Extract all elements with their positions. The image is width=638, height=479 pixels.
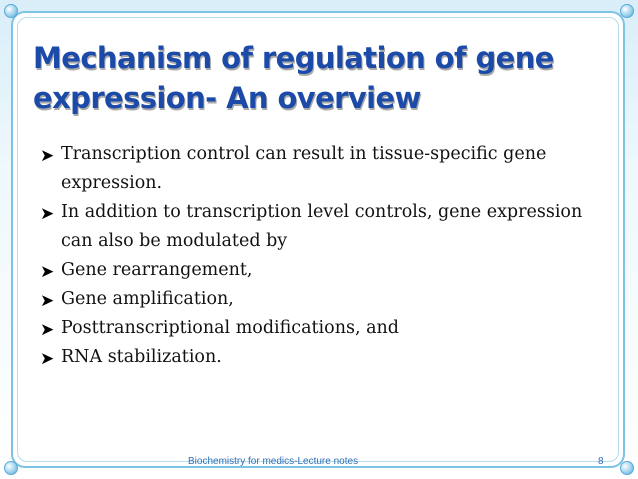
- bullet-text: Posttranscriptional modifications, and: [61, 318, 399, 338]
- bullet-item: [40, 198, 600, 256]
- bullet-arrow-icon: ➤: [40, 349, 55, 369]
- bullet-text: Transcription control can result in tissue-specific gene expression.: [61, 144, 547, 193]
- slide-footer: Biochemistry for medics-Lecture notes: [188, 456, 359, 467]
- bullet-arrow-icon: ➤: [40, 146, 55, 166]
- bullet-list: [40, 140, 600, 372]
- bullet-item: [40, 256, 600, 285]
- bullet-arrow-icon: ➤: [40, 320, 55, 340]
- frame-corner-dot-icon: [620, 461, 634, 475]
- bullet-item: [40, 343, 600, 372]
- bullet-item: [40, 285, 600, 314]
- frame-corner-dot-icon: [620, 4, 634, 18]
- bullet-item: [40, 140, 600, 198]
- bullet-item: [40, 314, 600, 343]
- bullet-text: Gene rearrangement,: [61, 260, 253, 280]
- bullet-text: RNA stabilization.: [61, 347, 222, 367]
- bullet-arrow-icon: ➤: [40, 204, 55, 224]
- bullet-arrow-icon: ➤: [40, 291, 55, 311]
- slide-title: Mechanism of regulation of gene expression- An overview: [33, 41, 554, 115]
- bullet-arrow-icon: ➤: [40, 262, 55, 282]
- page-number: 8: [598, 456, 604, 467]
- frame-corner-dot-icon: [4, 4, 18, 18]
- frame-corner-dot-icon: [4, 461, 18, 475]
- bullet-text: In addition to transcription level controls, gene expression can also be modulated by: [61, 202, 583, 251]
- bullet-text: Gene amplification,: [61, 289, 234, 309]
